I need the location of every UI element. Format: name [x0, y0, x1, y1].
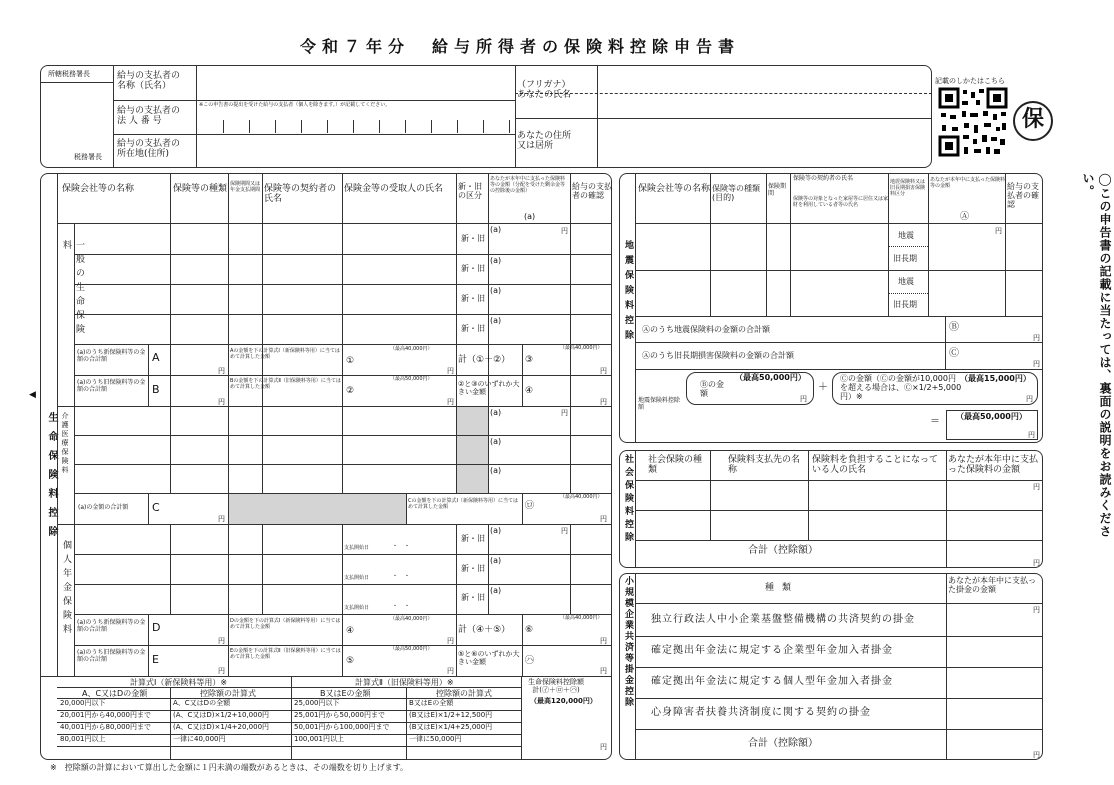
footnote: ※ 控除額の計算において算出した金額に１円未満の端数があるときは、その端数を切り上げます。 [50, 763, 409, 772]
general-life-label: 一般の生命保険料 [61, 240, 84, 338]
eq-deduct-label: 地震保険料控除額 [638, 397, 681, 411]
formula1-title: 計算式Ⅰ（新保険料等用）※ [130, 678, 228, 687]
smallbiz-row-2: 確定拠出年金法に規定する企業型年金加入者掛金 [651, 645, 893, 656]
tax-office-input[interactable] [52, 88, 108, 150]
address-input[interactable] [598, 119, 931, 167]
formula1-cell: 20,001円から40,000円まで [60, 711, 151, 719]
eq-col-amount: あなたが本年中に支払った保険料等の金額 [930, 177, 1006, 189]
smallbiz-side-label: 小規模企業共済等掛金控除 [623, 576, 633, 708]
formula1-cell: 40,001円から80,000円まで [60, 723, 151, 731]
kaigo-gray-cell [457, 407, 488, 493]
formula1-cell: 一律に40,000円 [173, 735, 226, 743]
eq-type-select[interactable]: 旧長期 [893, 254, 917, 263]
pension-label: 個人年金保険料 [61, 540, 71, 638]
payer-name-input[interactable] [197, 66, 514, 99]
address-label: あなたの住所 又は居所 [517, 131, 572, 152]
eq-sum-quake: Ⓐのうち地震保険料の金額の合計額 [642, 325, 770, 334]
earthquake-side-label: 地震保険料控除 [623, 240, 633, 345]
life-col-beneficiary: 保険金等の受取人の氏名 [344, 184, 444, 194]
life-col-amount: あなたが本年中に支払った保険料等の金額（分配を受けた剰余金等の控除後の金額） [490, 176, 566, 194]
form-title: 令和７年分 給与所得者の保険料控除申告書 [300, 37, 741, 56]
formula2-cell: (B又はE)×1/4+25,000円 [409, 723, 493, 731]
shinkyu-select[interactable]: 新・旧 [461, 324, 485, 333]
social-col-type: 社会保険の種類 [648, 455, 703, 476]
name-input[interactable] [598, 66, 931, 117]
social-col-person: 保険料を負担することになっている人の氏名 [812, 455, 939, 476]
life-col-division: 新・旧の区分 [458, 182, 482, 201]
rowC-calc: Cの金額を下の計算式Ⅰ（新保険料等用）に当てはめて計算した金額 [408, 498, 518, 510]
payer-number-note: ※この申告書の提出を受けた給与の支払者（個人を除きます。）が記載してください。 [199, 102, 391, 108]
shinkyu-select[interactable]: 新・旧 [461, 234, 485, 243]
life-side-label: 生命保険料控除 [46, 412, 57, 545]
life-col-period: 保険期間又は年金支払期間 [230, 181, 261, 193]
formula2-cell: 25,001円から50,000円まで [294, 711, 385, 719]
payer-address-input[interactable] [197, 135, 514, 167]
rowE-label: (a)のうち旧保険料等の金額の合計額 [77, 649, 146, 663]
life-total-label: 生命保険料控除額 計(㋑＋㋺＋㋩) [528, 678, 584, 695]
rowE-calc: Eの金額を下の計算式Ⅱ（旧保険料等用）に当てはめて計算した金額 [230, 648, 341, 660]
rowA-calc: Aの金額を下の計算式Ⅰ（新保険料等用）に当てはめて計算した金額 [230, 348, 340, 360]
social-col-payee: 保険料支払先の名称 [728, 455, 801, 476]
social-side-label: 社会保険料控除 [623, 454, 633, 545]
shinkyu-select[interactable]: 新・旧 [461, 564, 485, 573]
eq-type-select[interactable]: 地震 [898, 277, 914, 286]
smallbiz-row-4: 心身障害者扶養共済制度に関する契約の掛金 [651, 707, 871, 718]
shinkyu-select[interactable]: 新・旧 [461, 294, 485, 303]
payer-number-input[interactable] [197, 112, 514, 133]
eq-col-confirm: 給与の支払者の確認 [1007, 182, 1039, 210]
payer-number-label: 給与の支払者の 法 人 番 号 [117, 106, 181, 127]
payer-address-label: 給与の支払者の 所在地(住所) [117, 139, 181, 160]
formula1-cell: A、C又はDの全額 [173, 699, 231, 707]
tax-office-label: 所轄税務署長 [48, 70, 90, 78]
life-col-confirm: 給与の支払者の確認 [572, 182, 612, 201]
rowB-label: (a)のうち旧保険料等の金額の合計額 [77, 379, 146, 393]
life-arrow-icon: ◀ [29, 390, 36, 400]
formula2-cell: B又はEの全額 [409, 699, 454, 707]
side-instruction: ◯この申告書の記載に当たっては、裏面の説明をお読みください。 [1081, 172, 1112, 538]
rowC-gray-cell [229, 494, 406, 524]
social-total: 合計（控除額） [748, 545, 818, 556]
formula2-cell: 一律に50,000円 [409, 735, 462, 743]
rowD-calc: Dの金額を下の計算式Ⅰ（新保険料等用）に当てはめて計算した金額 [230, 618, 341, 630]
eq-col-company: 保険会社等の名称 [638, 184, 711, 194]
rowB-calc: Bの金額を下の計算式Ⅱ（旧保険料等用）に当てはめて計算した金額 [230, 378, 341, 390]
kaigo-label: 介護医療保険料 [61, 412, 69, 475]
qr-code-icon[interactable] [938, 87, 1008, 157]
qr-label: 記載のしかたはこちら [935, 77, 1005, 85]
eq-sum-old: Ⓐのうち旧長期損害保険料の金額の合計額 [642, 351, 794, 360]
eq-type-select[interactable]: 地震 [898, 231, 914, 240]
formula2-cell: 25,000円以下 [294, 699, 340, 707]
formula1-cell: (A、C又はD)×1/2+10,000円 [173, 711, 270, 719]
shinkyu-select[interactable]: 新・旧 [461, 534, 485, 543]
life-col-type: 保険等の種類 [173, 184, 228, 194]
smallbiz-row-3: 確定拠出年金法に規定する個人型年金加入者掛金 [651, 676, 893, 687]
life-col-company: 保険会社等の名称 [62, 184, 135, 194]
social-col-amount: あなたが本年中に支払った保険料の金額 [948, 455, 1039, 476]
rowC-label: (a)の金額の合計額 [78, 504, 129, 511]
formula2-cell: 50,001円から100,000円まで [294, 723, 390, 731]
rowD-label: (a)のうち新保険料等の金額の合計額 [77, 619, 146, 633]
formula2-cell: 100,001円以上 [294, 735, 344, 743]
payer-name-label: 給与の支払者の 名称（氏名） [117, 71, 181, 92]
eq-col-division: 地震保険料又は旧長期損害保険料区分 [890, 179, 926, 197]
formula2-title: 計算式Ⅱ（旧保険料等用）※ [355, 678, 454, 687]
eq-col-period: 保険期間 [768, 183, 787, 197]
eq-type-select[interactable]: 旧長期 [893, 300, 917, 309]
formula2-cell: (B又はE)×1/2+12,500円 [409, 711, 493, 719]
eq-col-holder: 保険等の契約者の氏名 [793, 175, 854, 182]
shinkyu-select[interactable]: 新・旧 [461, 264, 485, 273]
eq-col-resident: 保険等の対象となった家屋等に居住又は家財を利用している者等の氏名 [793, 196, 889, 208]
smallbiz-col-type: 種類 [765, 583, 800, 593]
furigana-label: （フリガナ） あなたの氏名 [517, 80, 572, 101]
shinkyu-select[interactable]: 新・旧 [461, 593, 485, 602]
life-col-holder: 保険等の契約者の氏名 [264, 184, 337, 205]
rowA-label: (a)のうち新保険料等の金額の合計額 [77, 349, 146, 363]
smallbiz-row-1: 独立行政法人中小企業基盤整備機構の共済契約の掛金 [651, 614, 915, 625]
smallbiz-col-amount: あなたが本年中に支払った掛金の金額 [948, 576, 1036, 595]
insurance-seal-icon: 保 [1013, 101, 1053, 141]
smallbiz-total: 合計（控除額） [748, 738, 818, 749]
formula1-cell: 20,000円以下 [60, 699, 106, 707]
eq-col-type: 保険等の種類(目的) [712, 184, 760, 203]
life-insurance-section [40, 173, 612, 760]
formula1-cell: 80,001円以上 [60, 735, 106, 743]
tax-office-suffix: 税務署長 [74, 153, 102, 161]
formula1-cell: (A、C又はD)×1/4+20,000円 [173, 723, 270, 731]
